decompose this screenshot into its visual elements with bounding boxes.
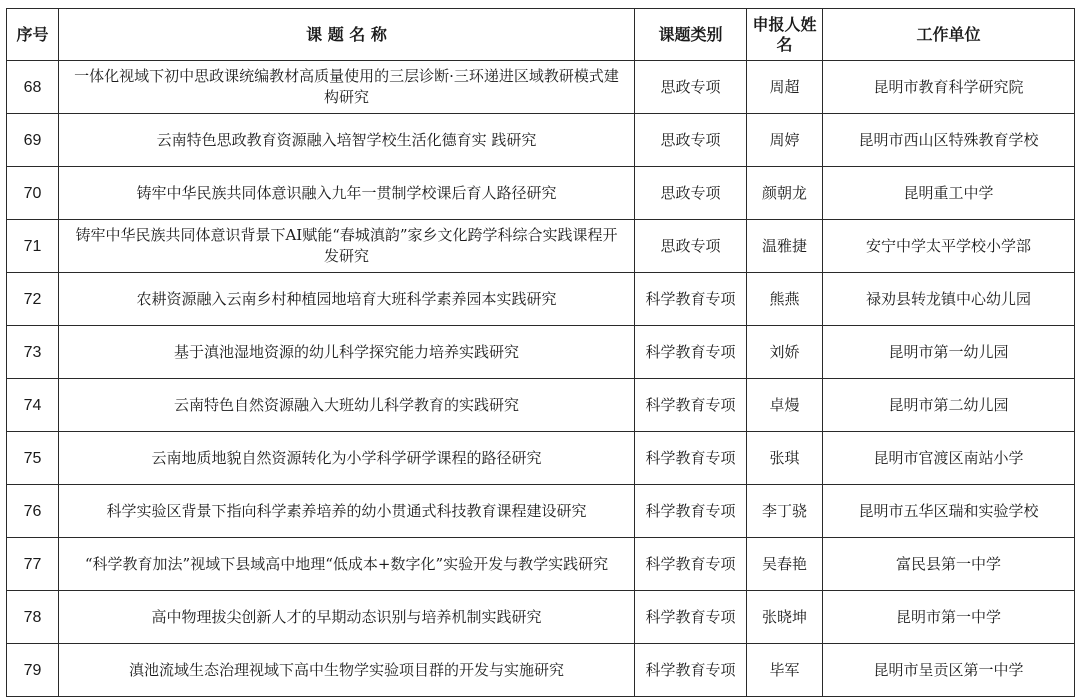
table-row [7,644,1075,697]
cell-unit: 昆明市西山区特殊教育学校 [823,114,1075,167]
cell-title: “科学教育加法”视域下县域高中地理“低成本+数字化”实验开发与教学实践研究 [59,538,635,591]
table-row [7,485,1075,538]
cell-unit: 禄劝县转龙镇中心幼儿园 [823,273,1075,326]
cell-applicant: 颜朝龙 [747,167,823,220]
cell-applicant: 张琪 [747,432,823,485]
cell-applicant: 毕军 [747,644,823,697]
table-row [7,326,1075,379]
cell-applicant: 周婷 [747,114,823,167]
cell-unit: 昆明市第一中学 [823,591,1075,644]
cell-unit: 昆明市呈贡区第一中学 [823,644,1075,697]
cell-unit: 昆明市第一幼儿园 [823,326,1075,379]
cell-unit: 安宁中学太平学校小学部 [823,220,1075,273]
cell-unit: 昆明市五华区瑞和实验学校 [823,485,1075,538]
cell-applicant: 卓熳 [747,379,823,432]
cell-category: 科学教育专项 [635,591,747,644]
cell-title: 农耕资源融入云南乡村种植园地培育大班科学素养园本实践研究 [59,273,635,326]
cell-number: 70 [7,167,59,220]
cell-number: 72 [7,273,59,326]
cell-number: 68 [7,61,59,114]
cell-category: 思政专项 [635,61,747,114]
cell-number: 73 [7,326,59,379]
table-body [7,61,1075,697]
cell-unit: 富民县第一中学 [823,538,1075,591]
cell-applicant: 吴春艳 [747,538,823,591]
cell-number: 78 [7,591,59,644]
cell-title: 云南地质地貌自然资源转化为小学科学研学课程的路径研究 [59,432,635,485]
cell-applicant: 熊燕 [747,273,823,326]
table-row [7,114,1075,167]
cell-applicant: 周超 [747,61,823,114]
cell-category: 科学教育专项 [635,326,747,379]
cell-unit: 昆明重工中学 [823,167,1075,220]
table-row [7,220,1075,273]
cell-title: 滇池流域生态治理视域下高中生物学实验项目群的开发与实施研究 [59,644,635,697]
table-row [7,61,1075,114]
cell-title: 铸牢中华民族共同体意识背景下AI赋能“春城滇韵”家乡文化跨学科综合实践课程开发研究 [59,220,635,273]
cell-category: 科学教育专项 [635,485,747,538]
cell-title: 云南特色思政教育资源融入培智学校生活化德育实 践研究 [59,114,635,167]
cell-title: 一体化视域下初中思政课统编教材高质量使用的三层诊断·三环递进区域教研模式建构研究 [59,61,635,114]
header-category: 课题类别 [635,9,747,61]
cell-title: 云南特色自然资源融入大班幼儿科学教育的实践研究 [59,379,635,432]
cell-applicant: 李丁骁 [747,485,823,538]
cell-number: 71 [7,220,59,273]
cell-title: 铸牢中华民族共同体意识融入九年一贯制学校课后育人路径研究 [59,167,635,220]
cell-number: 79 [7,644,59,697]
cell-category: 思政专项 [635,220,747,273]
header-unit: 工作单位 [823,9,1075,61]
header-applicant: 申报人姓名 [747,9,823,61]
header-title: 课 题 名 称 [59,9,635,61]
table-row [7,538,1075,591]
cell-unit: 昆明市教育科学研究院 [823,61,1075,114]
cell-category: 思政专项 [635,167,747,220]
cell-category: 科学教育专项 [635,538,747,591]
cell-title: 基于滇池湿地资源的幼儿科学探究能力培养实践研究 [59,326,635,379]
header-number: 序号 [7,9,59,61]
cell-category: 思政专项 [635,114,747,167]
cell-applicant: 刘娇 [747,326,823,379]
cell-category: 科学教育专项 [635,273,747,326]
cell-category: 科学教育专项 [635,432,747,485]
cell-unit: 昆明市第二幼儿园 [823,379,1075,432]
cell-number: 76 [7,485,59,538]
cell-unit: 昆明市官渡区南站小学 [823,432,1075,485]
table-header-row [7,9,1075,61]
cell-applicant: 张晓坤 [747,591,823,644]
cell-applicant: 温雅捷 [747,220,823,273]
cell-number: 74 [7,379,59,432]
cell-category: 科学教育专项 [635,644,747,697]
document-page [6,8,1075,697]
cell-number: 77 [7,538,59,591]
cell-number: 69 [7,114,59,167]
cell-category: 科学教育专项 [635,379,747,432]
table-row [7,591,1075,644]
table-row [7,167,1075,220]
cell-number: 75 [7,432,59,485]
cell-title: 科学实验区背景下指向科学素养培养的幼小贯通式科技教育课程建设研究 [59,485,635,538]
cell-title: 高中物理拔尖创新人才的早期动态识别与培养机制实践研究 [59,591,635,644]
table-row [7,432,1075,485]
table-row [7,273,1075,326]
project-table [6,8,1075,697]
table-row [7,379,1075,432]
